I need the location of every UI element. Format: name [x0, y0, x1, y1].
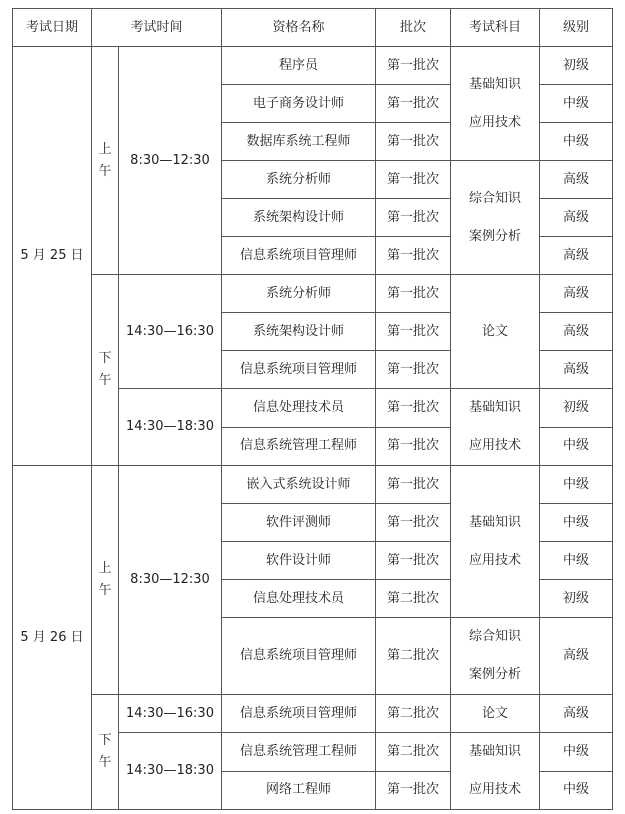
- qualification-cell: 数据库系统工程师: [222, 123, 376, 161]
- subject-line-2: 应用技术: [469, 114, 522, 130]
- batch-cell: 第二批次: [376, 695, 451, 733]
- level-cell: 高级: [540, 313, 613, 351]
- qualification-cell: 信息系统管理工程师: [222, 427, 376, 466]
- exam-time-cell: 14:30—16:30: [119, 275, 222, 389]
- subject-cell: 论文: [451, 275, 540, 389]
- exam-schedule-table: [12, 8, 613, 810]
- session-am-char-1: 上: [98, 561, 112, 576]
- session-am-char-1: 上: [98, 141, 112, 157]
- header-subject: 考试科目: [451, 9, 540, 47]
- batch-cell: 第二批次: [376, 580, 451, 618]
- exam-date-cell: 5 月 25 日: [13, 47, 92, 466]
- level-cell: 高级: [540, 199, 613, 237]
- level-cell: 初级: [540, 580, 613, 618]
- level-cell: 中级: [540, 85, 613, 123]
- header-date: 考试日期: [13, 9, 92, 47]
- header-batch: 批次: [376, 9, 451, 47]
- qualification-cell: 系统架构设计师: [222, 199, 376, 237]
- qualification-cell: 信息系统管理工程师: [222, 733, 376, 772]
- subject-line-2: 案例分析: [469, 667, 522, 682]
- qualification-cell: 系统分析师: [222, 161, 376, 199]
- batch-cell: 第一批次: [376, 504, 451, 542]
- subject-line-1: 基础知识: [469, 744, 522, 759]
- level-cell: 高级: [540, 237, 613, 275]
- session-pm-cell: [92, 695, 119, 810]
- exam-time-cell: 14:30—18:30: [119, 389, 222, 466]
- subject-cell: [451, 733, 540, 810]
- session-pm-char-2: 午: [98, 755, 112, 770]
- table-row: [13, 275, 613, 313]
- qualification-cell: 信息系统项目管理师: [222, 351, 376, 389]
- table-row: [13, 695, 613, 733]
- session-am-char-2: 午: [98, 583, 112, 598]
- batch-cell: 第一批次: [376, 85, 451, 123]
- subject-cell: [451, 389, 540, 466]
- subject-line-1: 基础知识: [469, 76, 522, 92]
- qualification-cell: 系统分析师: [222, 275, 376, 313]
- subject-cell: 论文: [451, 695, 540, 733]
- level-cell: 中级: [540, 123, 613, 161]
- subject-line-1: 综合知识: [469, 190, 522, 206]
- batch-cell: 第一批次: [376, 237, 451, 275]
- qualification-cell: 信息处理技术员: [222, 580, 376, 618]
- qualification-cell: 电子商务设计师: [222, 85, 376, 123]
- qualification-cell: 信息系统项目管理师: [222, 237, 376, 275]
- subject-cell: [451, 618, 540, 695]
- exam-time-cell: 14:30—16:30: [119, 695, 222, 733]
- header-time: 考试时间: [92, 9, 222, 47]
- exam-time-cell: 8:30—12:30: [119, 47, 222, 275]
- subject-line-1: 基础知识: [469, 400, 522, 415]
- subject-line-2: 应用技术: [469, 552, 522, 568]
- subject-cell: [451, 161, 540, 275]
- batch-cell: 第一批次: [376, 351, 451, 389]
- header-row: [13, 9, 613, 47]
- batch-cell: 第一批次: [376, 275, 451, 313]
- batch-cell: 第二批次: [376, 733, 451, 772]
- subject-cell: [451, 466, 540, 618]
- exam-date-cell: 5 月 26 日: [13, 466, 92, 810]
- subject-cell: [451, 47, 540, 161]
- qualification-cell: 软件评测师: [222, 504, 376, 542]
- batch-cell: 第一批次: [376, 199, 451, 237]
- header-qualification: 资格名称: [222, 9, 376, 47]
- subject-line-2: 案例分析: [469, 228, 522, 244]
- batch-cell: 第二批次: [376, 618, 451, 695]
- header-level: 级别: [540, 9, 613, 47]
- batch-cell: 第一批次: [376, 161, 451, 199]
- level-cell: 初级: [540, 47, 613, 85]
- subject-line-2: 应用技术: [469, 438, 522, 453]
- batch-cell: 第一批次: [376, 389, 451, 428]
- session-pm-char-1: 下: [98, 351, 112, 366]
- qualification-cell: 信息系统项目管理师: [222, 695, 376, 733]
- session-pm-char-1: 下: [98, 733, 112, 748]
- session-am-cell: [92, 466, 119, 695]
- session-am-char-2: 午: [98, 163, 112, 179]
- batch-cell: 第一批次: [376, 123, 451, 161]
- table-row: [13, 47, 613, 85]
- batch-cell: 第一批次: [376, 427, 451, 466]
- qualification-cell: 系统架构设计师: [222, 313, 376, 351]
- subject-line-2: 应用技术: [469, 782, 522, 797]
- batch-cell: 第一批次: [376, 313, 451, 351]
- level-cell: 高级: [540, 351, 613, 389]
- qualification-cell: 程序员: [222, 47, 376, 85]
- qualification-cell: 信息系统项目管理师: [222, 618, 376, 695]
- session-am-cell: [92, 47, 119, 275]
- level-cell: 高级: [540, 695, 613, 733]
- level-cell: 高级: [540, 161, 613, 199]
- session-pm-char-2: 午: [98, 373, 112, 388]
- session-pm-cell: [92, 275, 119, 466]
- qualification-cell: 嵌入式系统设计师: [222, 466, 376, 504]
- level-cell: 中级: [540, 542, 613, 580]
- level-cell: 中级: [540, 466, 613, 504]
- qualification-cell: 网络工程师: [222, 771, 376, 810]
- level-cell: 中级: [540, 771, 613, 810]
- exam-time-cell: 14:30—18:30: [119, 733, 222, 810]
- subject-line-1: 基础知识: [469, 514, 522, 530]
- subject-line-1: 综合知识: [469, 629, 522, 644]
- level-cell: 初级: [540, 389, 613, 428]
- batch-cell: 第一批次: [376, 466, 451, 504]
- batch-cell: 第一批次: [376, 47, 451, 85]
- level-cell: 高级: [540, 275, 613, 313]
- level-cell: 中级: [540, 427, 613, 466]
- level-cell: 高级: [540, 618, 613, 695]
- qualification-cell: 信息处理技术员: [222, 389, 376, 428]
- table-row: [13, 466, 613, 504]
- batch-cell: 第一批次: [376, 542, 451, 580]
- qualification-cell: 软件设计师: [222, 542, 376, 580]
- level-cell: 中级: [540, 504, 613, 542]
- level-cell: 中级: [540, 733, 613, 772]
- exam-time-cell: 8:30—12:30: [119, 466, 222, 695]
- batch-cell: 第一批次: [376, 771, 451, 810]
